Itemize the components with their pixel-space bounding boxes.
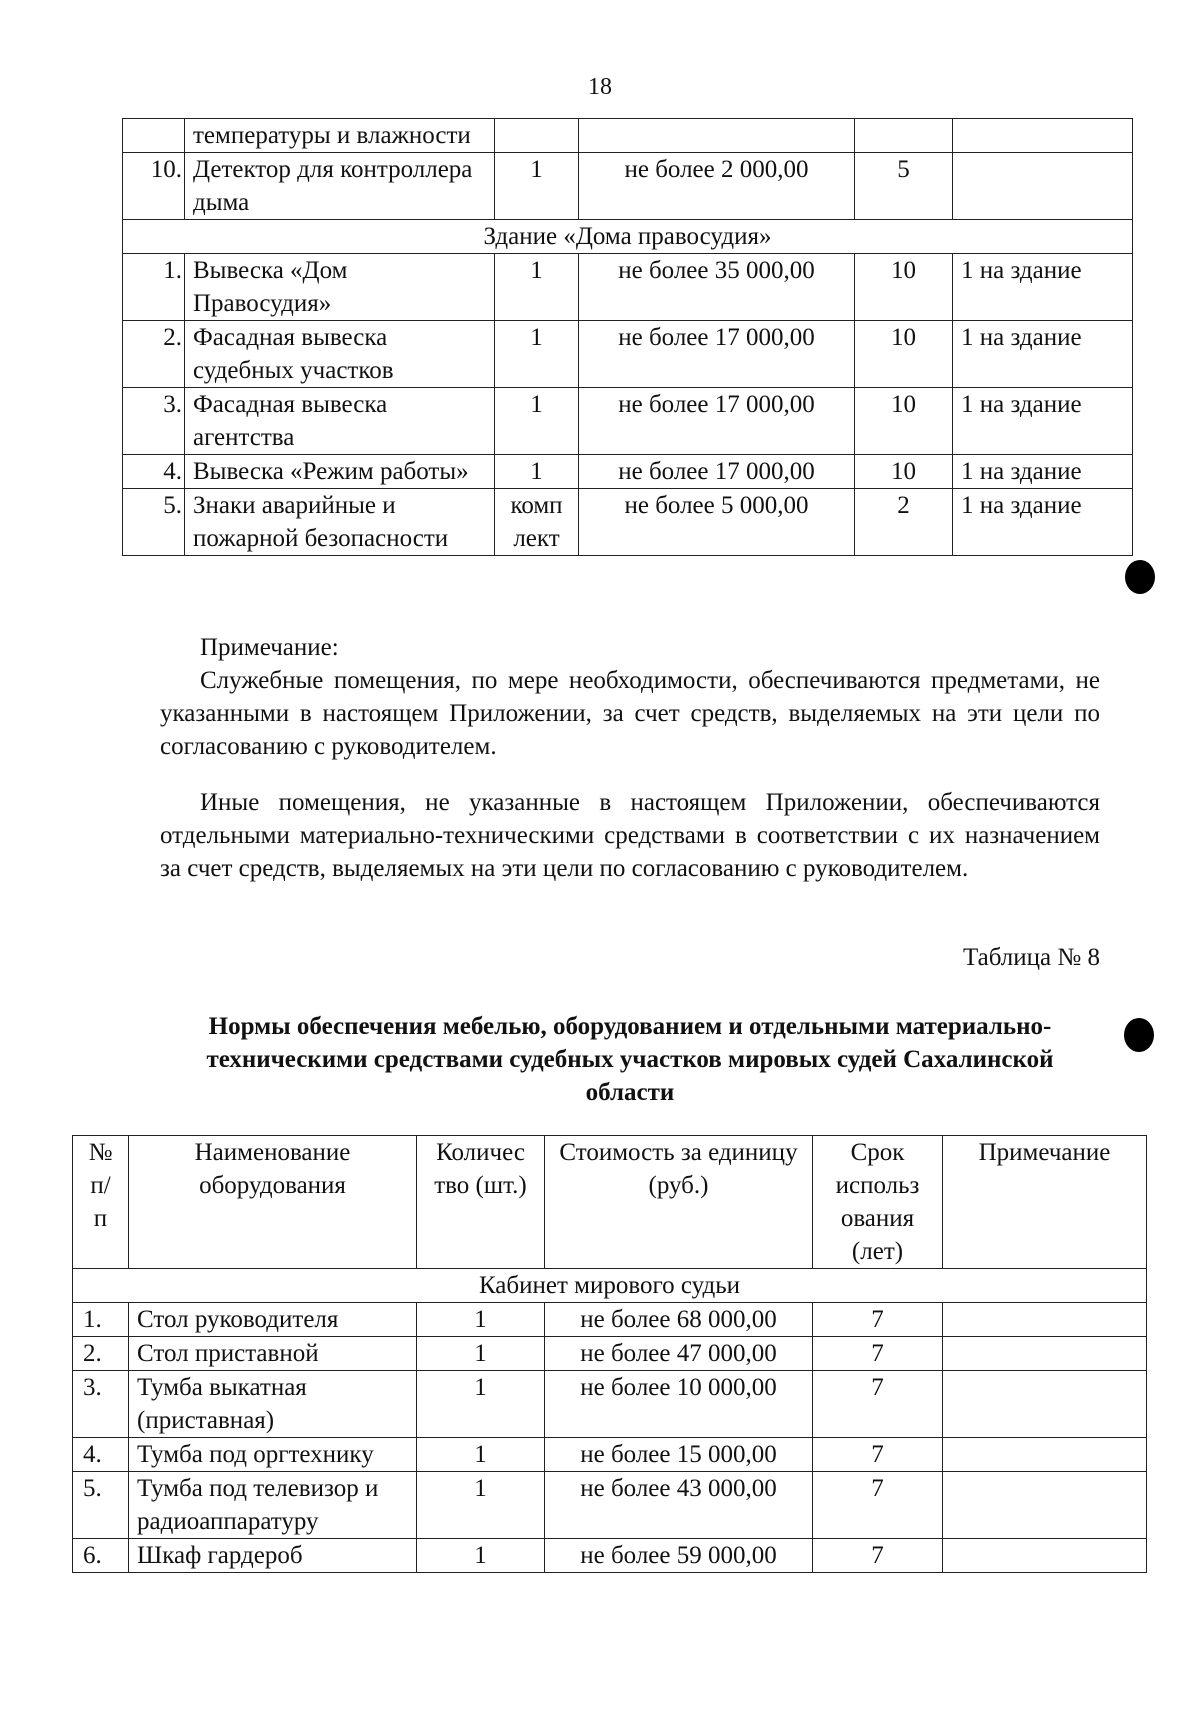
- item-note: 1 на здание: [953, 455, 1133, 489]
- table-row: [123, 455, 1133, 489]
- item-note: [943, 1438, 1147, 1472]
- header-term: Срок использ ования (лет): [813, 1136, 943, 1269]
- header-qty: Количес тво (шт.): [417, 1136, 545, 1269]
- item-name: Шкаф гардероб: [129, 1539, 417, 1573]
- item-qty: 1: [417, 1303, 545, 1337]
- item-qty: 1: [495, 153, 579, 220]
- item-qty: 1: [417, 1371, 545, 1438]
- note-paragraph-2-text: Иные помещения, не указанные в настоящем Приложении, обеспечиваются отдельными материально-техническими средствами в соответствии с их назначением за счет средств, выделяемых на эти цели по согласованию с руководителем.: [160, 789, 1100, 882]
- row-number: 4.: [123, 455, 185, 489]
- item-name: Фасадная вывеска агентства: [185, 388, 495, 455]
- item-term: 7: [813, 1337, 943, 1371]
- item-name: Вывеска «Дом Правосудия»: [185, 254, 495, 321]
- table-row: [73, 1539, 1147, 1573]
- table-row: [73, 1337, 1147, 1371]
- table-number: Таблица № 8: [962, 944, 1100, 971]
- table-title: Нормы обеспечения мебелью, оборудованием и отдельными материально-техническими средствами судебных участков мировых судей Сахалинской области: [206, 1013, 1054, 1106]
- item-qty: 1: [417, 1438, 545, 1472]
- section-title: Здание «Дома правосудия»: [123, 220, 1133, 254]
- item-note: [943, 1371, 1147, 1438]
- item-term: 10: [855, 321, 953, 388]
- table-row: [123, 321, 1133, 388]
- item-note: 1 на здание: [953, 388, 1133, 455]
- row-number: 3.: [123, 388, 185, 455]
- item-price: не более 5 000,00: [579, 489, 855, 556]
- item-term: 7: [813, 1472, 943, 1539]
- item-price: не более 10 000,00: [545, 1371, 813, 1438]
- item-qty: 1: [495, 455, 579, 489]
- row-number: 10.: [123, 153, 185, 220]
- item-note: 1 на здание: [953, 489, 1133, 556]
- item-price: не более 43 000,00: [545, 1472, 813, 1539]
- item-price: не более 17 000,00: [579, 455, 855, 489]
- table-row: [73, 1371, 1147, 1438]
- item-note: 1 на здание: [953, 321, 1133, 388]
- table-row: [123, 489, 1133, 556]
- row-number: 2.: [73, 1337, 129, 1371]
- item-name: Тумба под оргтехнику: [129, 1438, 417, 1472]
- note-paragraph-1: [160, 664, 1100, 763]
- item-term: 10: [855, 254, 953, 321]
- item-name: Тумба под телевизор и радиоаппаратуру: [129, 1472, 417, 1539]
- item-price: не более 17 000,00: [579, 388, 855, 455]
- row-number: 5.: [123, 489, 185, 556]
- header-name: Наименование оборудования: [129, 1136, 417, 1269]
- section-title: Кабинет мирового судьи: [73, 1269, 1147, 1303]
- item-note: [953, 119, 1133, 153]
- table-row: [123, 254, 1133, 321]
- note-label: Примечание:: [200, 634, 339, 661]
- table-row: [123, 119, 1133, 153]
- item-name: Фасадная вывеска судебных участков: [185, 321, 495, 388]
- item-price: не более 2 000,00: [579, 153, 855, 220]
- table-header-row: [73, 1136, 1147, 1269]
- item-price: не более 47 000,00: [545, 1337, 813, 1371]
- item-price: [579, 119, 855, 153]
- item-price: не более 59 000,00: [545, 1539, 813, 1573]
- header-price: Стоимость за единицу (руб.): [545, 1136, 813, 1269]
- item-qty: комп лект: [495, 489, 579, 556]
- item-term: 2: [855, 489, 953, 556]
- item-note: [943, 1472, 1147, 1539]
- item-price: не более 17 000,00: [579, 321, 855, 388]
- item-name: Детектор для контроллера дыма: [185, 153, 495, 220]
- item-name: Вывеска «Режим работы»: [185, 455, 495, 489]
- item-qty: 1: [417, 1539, 545, 1573]
- item-term: 7: [813, 1539, 943, 1573]
- table-row: [73, 1303, 1147, 1337]
- item-term: 7: [813, 1303, 943, 1337]
- item-note: [943, 1337, 1147, 1371]
- item-note: [943, 1539, 1147, 1573]
- row-number: 6.: [73, 1539, 129, 1573]
- section-row: [73, 1269, 1147, 1303]
- row-number: 5.: [73, 1472, 129, 1539]
- item-note: [943, 1303, 1147, 1337]
- header-num: № п/ п: [73, 1136, 129, 1269]
- item-term: 10: [855, 455, 953, 489]
- table-row: [123, 388, 1133, 455]
- item-price: не более 35 000,00: [579, 254, 855, 321]
- furniture-norms-table: [72, 1135, 1147, 1573]
- page-number: 18: [588, 74, 612, 100]
- equipment-table-continued: [122, 118, 1133, 556]
- row-number: [123, 119, 185, 153]
- item-note: [953, 153, 1133, 220]
- row-number: 1.: [73, 1303, 129, 1337]
- item-term: 7: [813, 1438, 943, 1472]
- item-price: не более 15 000,00: [545, 1438, 813, 1472]
- punch-hole-mark: [1125, 560, 1155, 594]
- item-name: Знаки аварийные и пожарной безопасности: [185, 489, 495, 556]
- item-qty: 1: [495, 321, 579, 388]
- item-qty: [495, 119, 579, 153]
- item-name: Стол руководителя: [129, 1303, 417, 1337]
- item-term: 5: [855, 153, 953, 220]
- header-note: Примечание: [943, 1136, 1147, 1269]
- punch-hole-mark: [1124, 1018, 1154, 1052]
- item-qty: 1: [495, 388, 579, 455]
- item-qty: 1: [417, 1337, 545, 1371]
- item-name: Тумба выкатная (приставная): [129, 1371, 417, 1438]
- item-qty: 1: [495, 254, 579, 321]
- row-number: 1.: [123, 254, 185, 321]
- item-term: [855, 119, 953, 153]
- item-name: Стол приставной: [129, 1337, 417, 1371]
- item-term: 10: [855, 388, 953, 455]
- row-number: 3.: [73, 1371, 129, 1438]
- item-note: 1 на здание: [953, 254, 1133, 321]
- row-number: 4.: [73, 1438, 129, 1472]
- item-term: 7: [813, 1371, 943, 1438]
- item-price: не более 68 000,00: [545, 1303, 813, 1337]
- note-paragraph-2: [160, 786, 1100, 885]
- row-number: 2.: [123, 321, 185, 388]
- note-paragraph-1-text: Служебные помещения, по мере необходимости, обеспечиваются предметами, не указанными в настоящем Приложении, за счет средств, выделяемых на эти цели по согласованию с руководителем.: [160, 667, 1100, 760]
- table-row: [73, 1438, 1147, 1472]
- item-name: температуры и влажности: [185, 119, 495, 153]
- section-row: [123, 220, 1133, 254]
- item-qty: 1: [417, 1472, 545, 1539]
- table-row: [73, 1472, 1147, 1539]
- table-row: [123, 153, 1133, 220]
